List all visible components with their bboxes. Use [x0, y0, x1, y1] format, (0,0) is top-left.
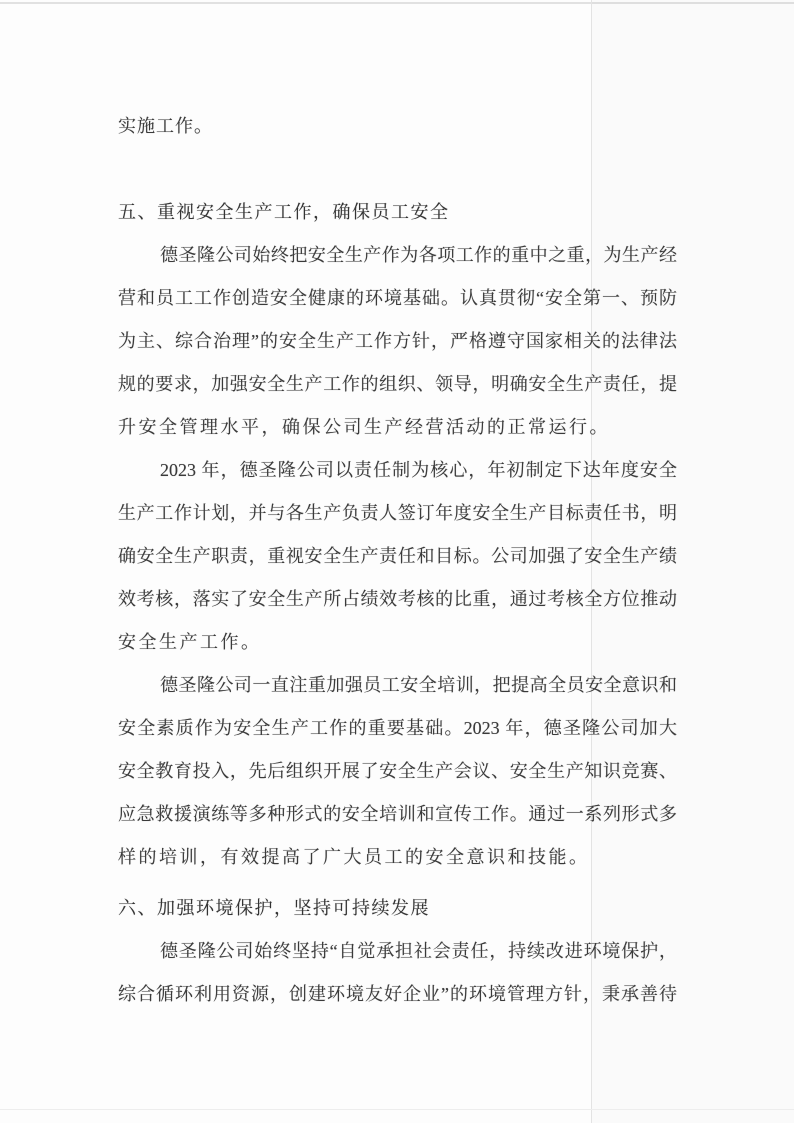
paragraph-line: 安全素质作为安全生产工作的重要基础。2023 年，德圣隆公司加大	[118, 718, 677, 738]
section-heading: 五、重视安全生产工作，确保员工安全	[118, 202, 450, 222]
paragraph-line: 德圣隆公司始终坚持“自觉承担社会责任，持续改进环境保护，	[160, 941, 677, 961]
paragraph-line: 为主、综合治理”的安全生产工作方针，严格遵守国家相关的法律法	[118, 331, 677, 351]
paragraph-line: 2023 年，德圣隆公司以责任制为核心，年初制定下达年度安全	[160, 460, 677, 480]
document-content	[118, 105, 677, 1016]
paragraph-line: 生产工作计划，并与各生产负责人签订年度安全生产目标责任书，明	[118, 503, 677, 523]
paragraph-line: 确安全生产职责，重视安全生产责任和目标。公司加强了安全生产绩	[118, 546, 677, 566]
paragraph-line: 应急救援演练等多种形式的安全培训和宣传工作。通过一系列形式多	[118, 804, 677, 824]
paragraph-line: 德圣隆公司一直注重加强员工安全培训，把提高全员安全意识和	[160, 675, 677, 695]
paragraph-line: 综合循环利用资源，创建环境友好企业”的环境管理方针，秉承善待	[118, 984, 677, 1004]
section-heading: 六、加强环境保护，坚持可持续发展	[118, 898, 430, 918]
paragraph-line: 升安全管理水平，确保公司生产经营活动的正常运行。	[118, 417, 610, 437]
paragraph-line: 规的要求，加强安全生产工作的组织、领导，明确安全生产责任，提	[118, 374, 677, 394]
paragraph-line: 营和员工工作创造安全健康的环境基础。认真贯彻“安全第一、预防	[118, 288, 677, 308]
paragraph-line: 样的培训，有效提高了广大员工的安全意识和技能。	[118, 847, 590, 867]
scan-edge-bottom-line	[0, 1109, 794, 1110]
blank-line	[118, 148, 677, 191]
paragraph-line: 效考核，落实了安全生产所占绩效考核的比重，通过考核全方位推动	[118, 589, 677, 609]
section-gap	[118, 879, 677, 887]
paragraph-line: 安全教育投入，先后组织开展了安全生产会议、安全生产知识竞赛、	[118, 761, 677, 781]
leading-paragraph-line: 实施工作。	[118, 116, 213, 136]
paragraph-line: 安全生产工作。	[118, 632, 262, 652]
paragraph-line: 德圣隆公司始终把安全生产作为各项工作的重中之重，为生产经	[160, 245, 677, 265]
